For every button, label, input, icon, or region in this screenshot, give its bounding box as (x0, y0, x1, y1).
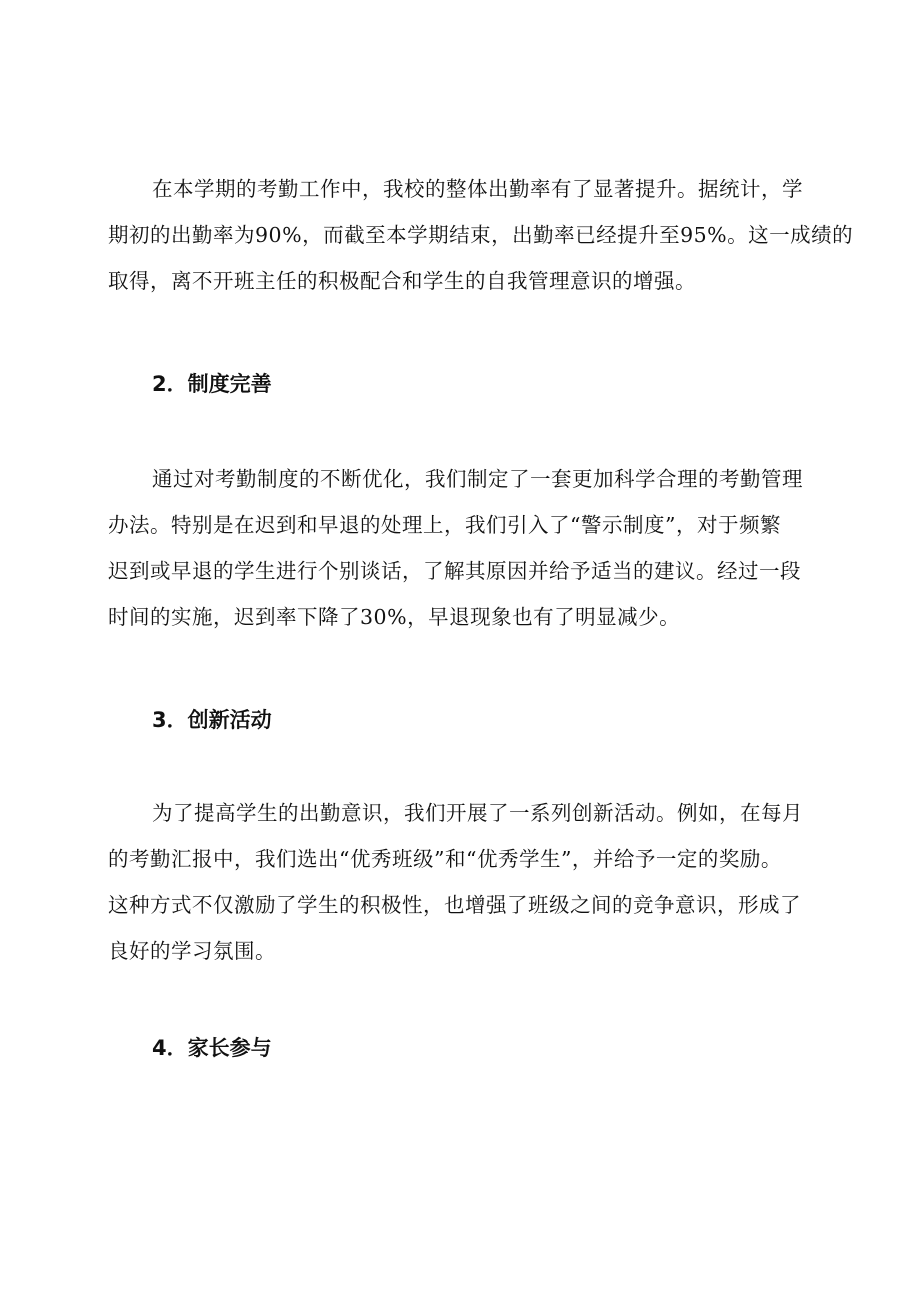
paragraph-line: 在本学期的考勤工作中，我校的整体出勤率有了显著提升。据统计，学 (152, 177, 803, 201)
section-heading-parents: 4．家长参与 (152, 1036, 272, 1060)
section-heading-activities: 3．创新活动 (152, 708, 272, 732)
paragraph-attendance-rate (108, 166, 854, 304)
paragraph-innovative-activities (108, 790, 836, 974)
paragraph-line: 办法。特别是在迟到和早退的处理上，我们引入了“警示制度”，对于频繁 (108, 513, 781, 537)
paragraph-line: 为了提高学生的出勤意识，我们开展了一系列创新活动。例如，在每月 (152, 801, 803, 825)
paragraph-system-improvement (108, 456, 836, 640)
paragraph-line: 这种方式不仅激励了学生的积极性，也增强了班级之间的竞争意识，形成了 (108, 893, 801, 917)
paragraph-line: 期初的出勤率为90%，而截至本学期结束，出勤率已经提升至95%。这一成绩的 (108, 223, 854, 247)
section-heading-system: 2．制度完善 (152, 372, 272, 396)
paragraph-line: 的考勤汇报中，我们选出“优秀班级”和“优秀学生”，并给予一定的奖励。 (108, 847, 782, 871)
paragraph-line: 通过对考勤制度的不断优化，我们制定了一套更加科学合理的考勤管理 (152, 467, 803, 491)
paragraph-line: 良好的学习氛围。 (108, 939, 276, 963)
paragraph-line: 时间的实施，迟到率下降了30%，早退现象也有了明显减少。 (108, 605, 681, 629)
paragraph-line: 取得，离不开班主任的积极配合和学生的自我管理意识的增强。 (108, 269, 696, 293)
paragraph-line: 迟到或早退的学生进行个别谈话，了解其原因并给予适当的建议。经过一段 (108, 559, 801, 583)
